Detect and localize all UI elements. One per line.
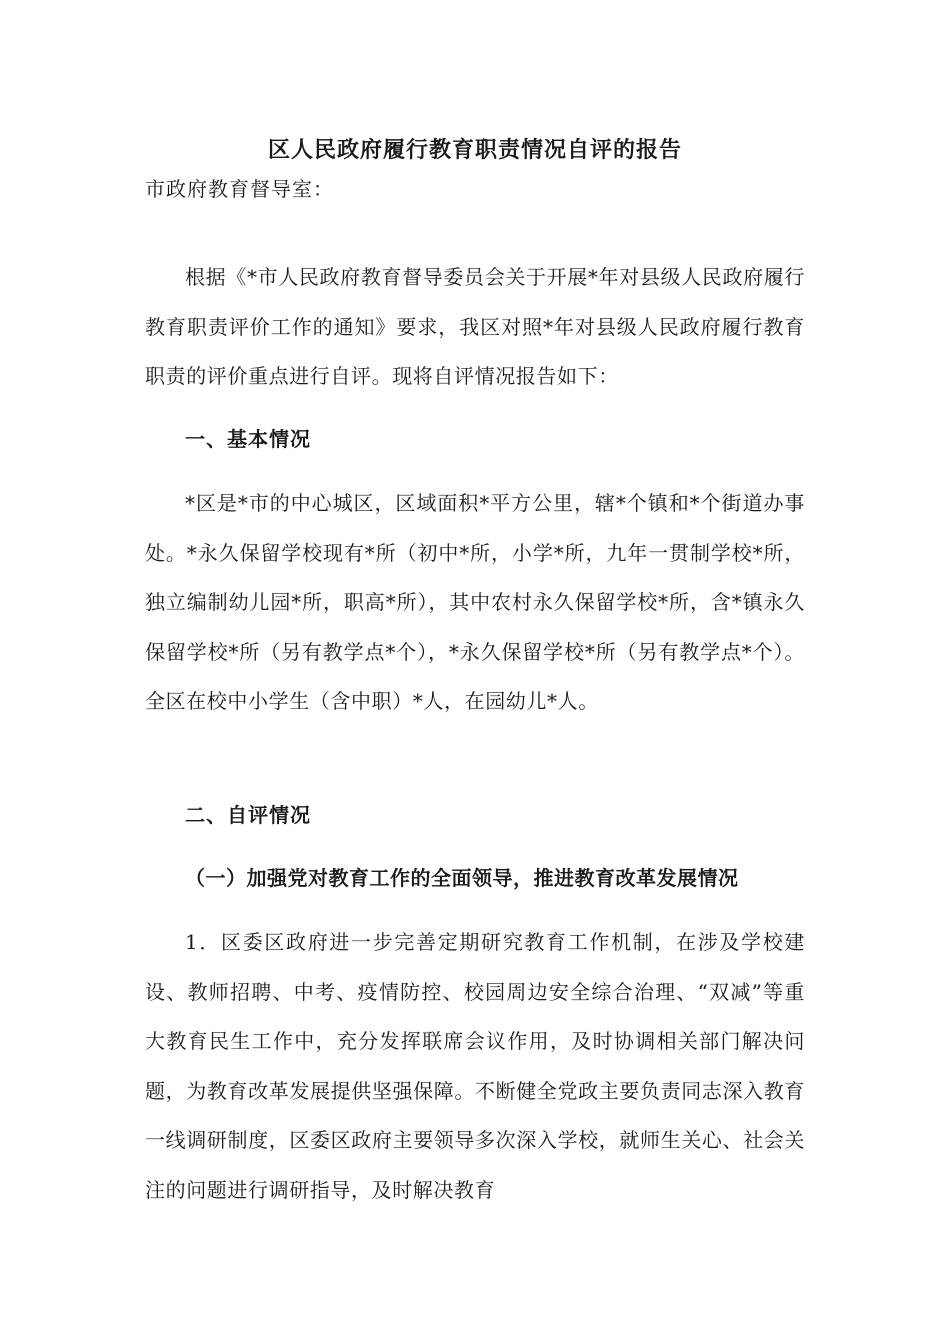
salutation: 市政府教育督导室： — [145, 177, 334, 201]
section-heading-basic-info: 一、基本情况 — [185, 427, 311, 451]
section-heading-self-evaluation: 二、自评情况 — [185, 803, 311, 827]
intro-paragraph: 根据《*市人民政府教育督导委员会关于开展*年对县级人民政府履行教育职责评价工作的通知》要求，我区对照*年对县级人民政府履行教育职责的评价重点进行自评。现将自评情况报告如下： — [145, 265, 805, 389]
item-paragraph-1: 1．区委区政府进一步完善定期研究教育工作机制，在涉及学校建设、教师招聘、中考、疫情防控、校园周边安全综合治理、“双减”等重大教育民生工作中，充分发挥联席会议作用，及时协调相关部门解决问题，为教育改革发展提供坚强保障。不断健全党政主要负责同志深入教育一线调研制度，区委区政府主要领导多次深入学校，就师生关心、社会关注的问题进行调研指导，及时解决教育 — [145, 930, 805, 1202]
document-title: 区人民政府履行教育职责情况自评的报告 — [267, 137, 682, 163]
subsection-heading-party-leadership: （一）加强党对教育工作的全面领导，推进教育改革发展情况 — [185, 866, 739, 890]
basic-info-paragraph: *区是*市的中心城区，区域面积*平方公里，辖*个镇和*个街道办事处。*永久保留学校现有*所（初中*所，小学*所，九年一贯制学校*所，独立编制幼儿园*所，职高*所），其中农村永久保留学校*所，含*镇永久保留学校*所（另有教学点*个），*永久保留学校*所（另有教学点*个）。全区在校中小学生（含中职）*人，在园幼儿*人。 — [145, 491, 805, 714]
